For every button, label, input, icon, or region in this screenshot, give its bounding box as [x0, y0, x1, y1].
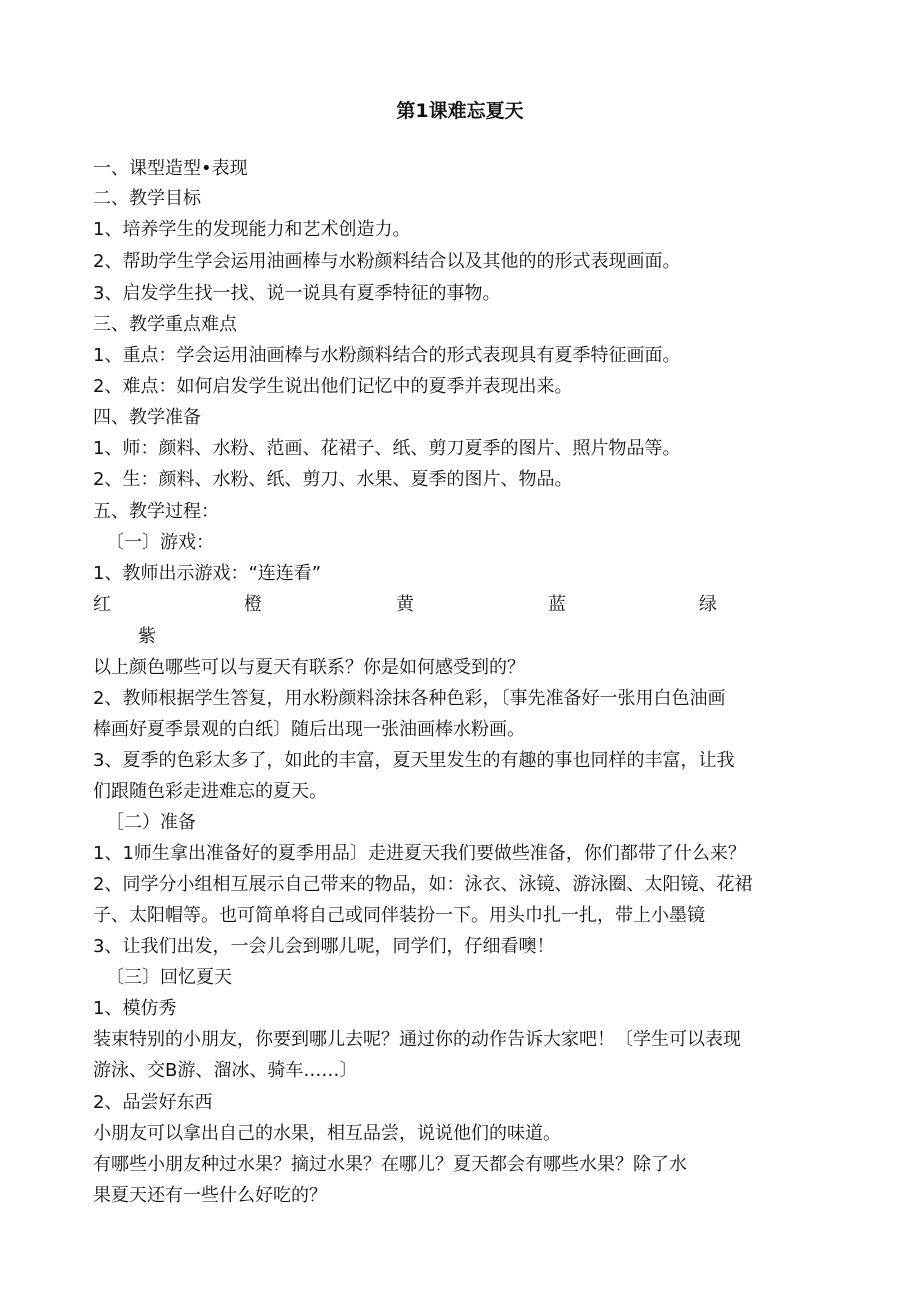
goal-item-2: 2、帮助学生学会运用油画棒与水粉颜料结合以及其他的的形式表现画面。 — [93, 251, 681, 272]
goal-item-1: 1、培养学生的发现能力和艺术创造力。 — [93, 219, 411, 240]
preparation-teacher: 1、师：颜料、水粉、范画、花裙子、纸、剪刀夏季的图片、照片物品等。 — [93, 438, 681, 459]
subsection-heading-recall: 〔三〕回忆夏天 — [106, 967, 232, 988]
color-word-yellow: 黄 — [396, 594, 414, 615]
preparation-student: 2、生：颜料、水粉、纸、剪刀、水果、夏季的图片、物品。 — [93, 469, 573, 490]
game-item-3-line-2: 们跟随色彩走进难忘的夏天。 — [93, 781, 327, 802]
recall-item-2: 2、品尝好东西 — [93, 1092, 213, 1113]
recall-item-2-text-2-line-1: 有哪些小朋友种过水果？摘过水果？在哪儿？夏天都会有哪些水果？除了水 — [93, 1154, 687, 1175]
game-item-3-line-1: 3、夏季的色彩太多了，如此的丰富，夏天里发生的有趣的事也同样的丰富，让我 — [93, 750, 735, 771]
section-heading-preparation: 四、教学准备 — [93, 407, 201, 428]
game-item-2-line-1: 2、教师根据学生答复，用水粉颜料涂抹各种色彩，〔事先准备好一张用白色油画 — [93, 688, 726, 709]
page-title: 第1课难忘夏天 — [396, 100, 524, 122]
game-item-2-line-2: 棒画好夏季景观的白纸〕随后出现一张油画棒水粉画。 — [93, 719, 525, 740]
goal-item-3: 3、启发学生找一找、说一说具有夏季特征的事物。 — [93, 283, 501, 304]
recall-item-1-text-line-2: 游泳、交B游、溜冰、骑车……〕 — [93, 1060, 358, 1081]
prepare-item-2-line-1: 2、同学分小组相互展示自己带来的物品，如：泳衣、泳镜、游泳圈、太阳镜、花裙 — [93, 874, 753, 895]
section-heading-process: 五、教学过程： — [93, 501, 219, 522]
recall-item-2-text-1: 小朋友可以拿出自己的水果，相互品尝，说说他们的味道。 — [93, 1123, 561, 1144]
section-heading-key-points: 三、教学重点难点 — [93, 314, 237, 335]
game-question: 以上颜色哪些可以与夏天有联系？你是如何感受到的？ — [93, 657, 525, 678]
color-word-red: 红 — [93, 594, 111, 615]
subsection-heading-prepare: ［二）准备 — [106, 812, 196, 833]
key-point-1: 1、重点：学会运用油画棒与水粉颜料结合的形式表现具有夏季特征画面。 — [93, 345, 681, 366]
prepare-item-2-line-2: 子、太阳帽等。也可简单将自己或同伴装扮一下。用头巾扎一扎，带上小墨镜 — [93, 905, 705, 926]
color-word-orange: 橙 — [244, 594, 262, 615]
recall-item-1-text-line-1: 装束特别的小朋友，你要到哪儿去呢？通过你的动作告诉大家吧！〔学生可以表现 — [93, 1029, 741, 1050]
game-item-1: 1、教师出示游戏：“连连看” — [93, 563, 322, 584]
subsection-heading-game: 〔一〕游戏： — [106, 532, 214, 553]
color-word-green: 绿 — [699, 594, 717, 615]
recall-item-1: 1、模仿秀 — [93, 998, 177, 1019]
prepare-item-1: 1、1师生拿出准备好的夏季用品〕走进夏天我们要做些准备，你们都带了什么来？ — [93, 843, 746, 864]
key-point-2: 2、难点：如何启发学生说出他们记忆中的夏季并表现出来。 — [93, 376, 573, 397]
section-heading-goals: 二、教学目标 — [93, 188, 201, 209]
color-word-blue: 蓝 — [548, 594, 566, 615]
section-heading-lesson-type: 一、课型造型•表现 — [93, 158, 248, 179]
recall-item-2-text-2-line-2: 果夏天还有一些什么好吃的？ — [93, 1185, 327, 1206]
prepare-item-3: 3、让我们出发，一会儿会到哪儿呢，同学们，仔细看噢！ — [93, 936, 555, 957]
color-word-purple: 紫 — [138, 626, 156, 647]
